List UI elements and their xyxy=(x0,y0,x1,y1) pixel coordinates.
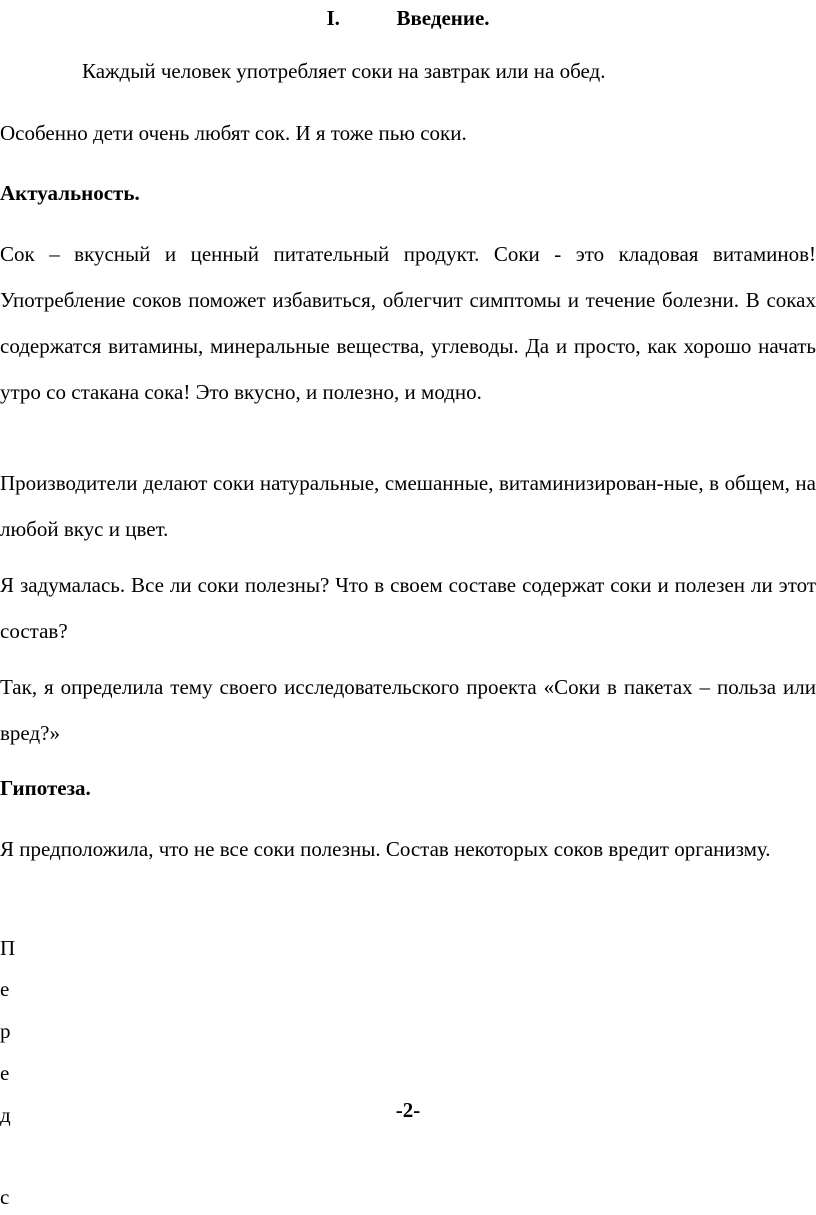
relevance-paragraph-3: Я задумалась. Все ли соки полезны? Что в своем составе содержат соки и полезен ли этот состав? xyxy=(0,573,816,643)
vertical-letter: с xyxy=(0,1185,10,1209)
relevance-paragraph-2: Производители делают соки натуральные, смешанные, витаминизирован-ные, в общем, на любой вкус и цвет. xyxy=(0,471,816,541)
intro-line-1: Каждый человек употребляет соки на завтрак или на обед. xyxy=(82,59,606,83)
relevance-title: Актуальность. xyxy=(0,181,140,205)
intro-line-2: Особенно дети очень любят сок. И я тоже пью соки. xyxy=(0,121,467,145)
page-number: -2- xyxy=(395,1098,421,1122)
relevance-paragraph-4: Так, я определила тему своего исследовательского проекта «Соки в пакетах – польза или вред?» xyxy=(0,675,816,745)
vertical-letter: П xyxy=(0,936,16,960)
hypothesis-title: Гипотеза. xyxy=(0,776,91,800)
vertical-letter: е xyxy=(0,977,10,1001)
relevance-paragraph-1: Сок – вкусный и ценный питательный продукт. Соки - это кладовая витаминов! Употребление соков поможет избавиться, облегчит симптомы и течение болезни. В соках содержатся витамины, минеральные вещества, углеводы. Да и просто, как хорошо начать утро со стакана сока! Это вкусно, и полезно, и модно. xyxy=(0,242,816,404)
heading-number: I. xyxy=(326,6,340,30)
vertical-letter: д xyxy=(0,1103,11,1127)
heading-title: Введение. xyxy=(396,6,490,30)
vertical-letter: е xyxy=(0,1061,10,1085)
introduction-heading xyxy=(0,2,816,34)
vertical-letter: р xyxy=(0,1019,11,1043)
hypothesis-text: Я предположила, что не все соки полезны. Состав некоторых соков вредит организму. xyxy=(0,837,771,861)
